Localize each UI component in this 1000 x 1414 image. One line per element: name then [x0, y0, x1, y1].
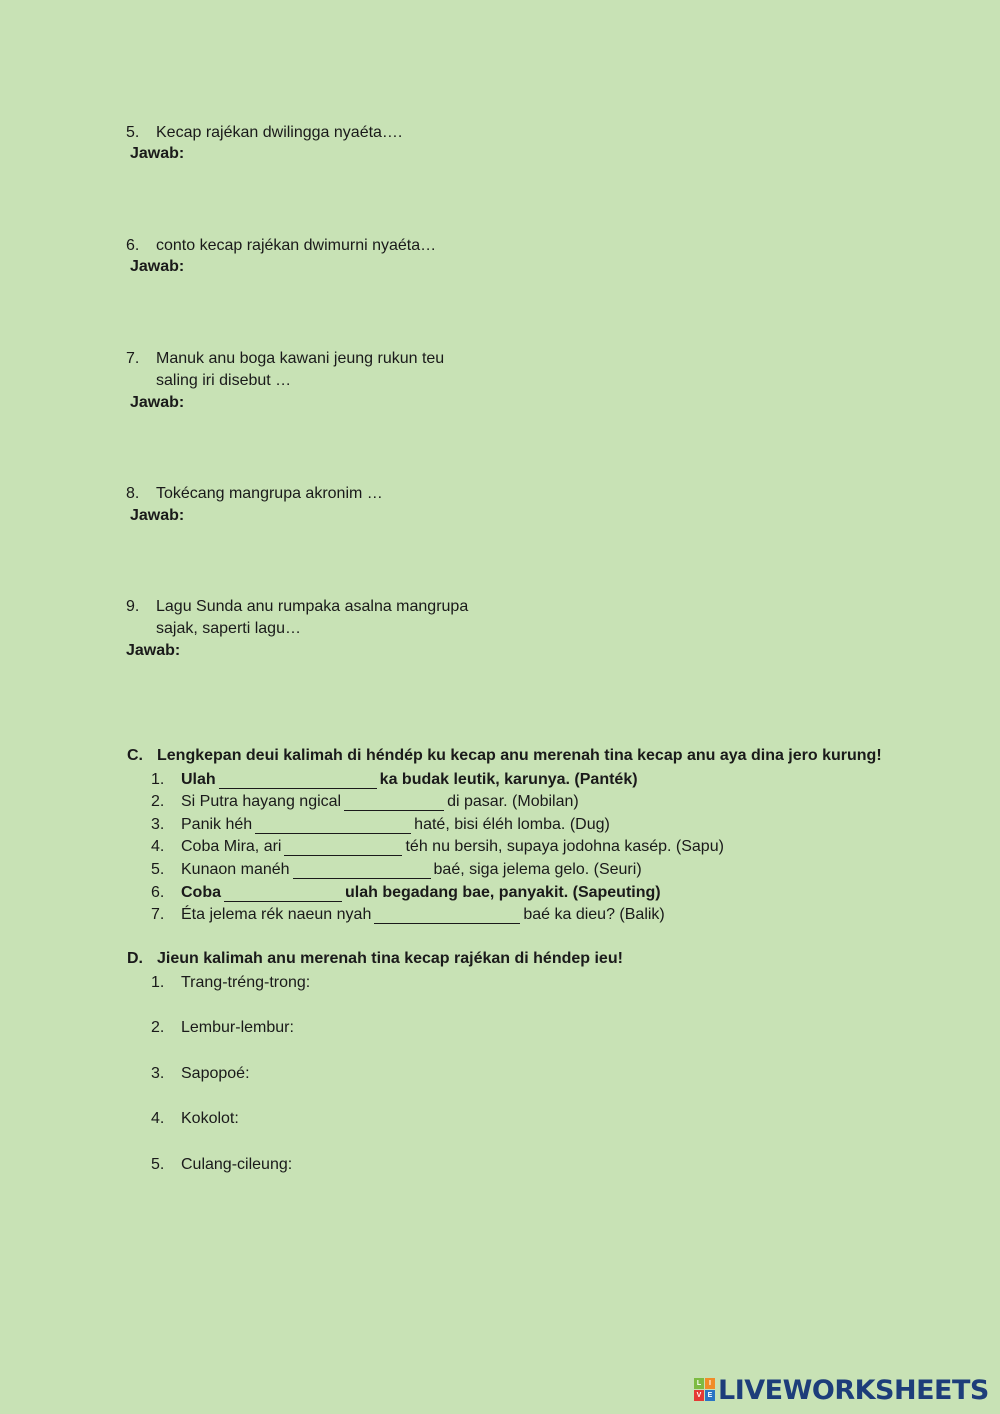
answer-blank-2[interactable]: [344, 794, 444, 811]
logo-letter-i: I: [705, 1378, 715, 1389]
logo-icon: [694, 1378, 716, 1402]
answer-blank-6[interactable]: [224, 885, 342, 902]
sentence-start: Coba: [181, 884, 221, 901]
fill-item: [151, 836, 871, 858]
logo-letter-l: L: [694, 1378, 704, 1389]
item-number: 4.: [151, 1110, 165, 1127]
question-text: Lagu Sunda anu rumpaka asalna mangrupa: [156, 598, 469, 615]
item-number: 3.: [151, 1065, 165, 1082]
sentence-start: Si Putra hayang ngical: [181, 793, 342, 810]
answer-blank-3[interactable]: [255, 817, 411, 834]
word-item: [151, 972, 551, 994]
sentence-end: di pasar. (Mobilan): [447, 793, 579, 810]
question-text: Manuk anu boga kawani jeung rukun teu: [156, 350, 445, 367]
sentence-end: ulah begadang bae, panyakit. (Sapeuting): [345, 884, 661, 901]
question-8: [126, 483, 546, 507]
item-number: 5.: [151, 1156, 165, 1173]
item-number: 6.: [151, 884, 165, 901]
item-number: 1.: [151, 974, 165, 991]
question-6: [126, 235, 546, 259]
question-7: [126, 348, 546, 394]
question-text: saling iri disebut …: [156, 372, 292, 389]
answer-label: Jawab:: [130, 145, 185, 162]
item-number: 3.: [151, 816, 165, 833]
logo-letter-v: V: [694, 1390, 704, 1401]
sentence-end: baé, siga jelema gelo. (Seuri): [433, 861, 642, 878]
fill-item: [151, 859, 871, 881]
answer-label: Jawab:: [130, 507, 185, 524]
word-label: Trang-tréng-trong:: [181, 974, 311, 991]
fill-item: [151, 882, 871, 904]
section-title: Jieun kalimah anu merenah tina kecap rajékan di héndep ieu!: [157, 950, 623, 967]
fill-item: [151, 904, 871, 926]
sentence-end: téh nu bersih, supaya jodohna kasép. (Sapu): [405, 838, 724, 855]
word-item: [151, 1108, 551, 1130]
question-text: conto kecap rajékan dwimurni nyaéta…: [156, 237, 437, 254]
question-text: Kecap rajékan dwilingga nyaéta….: [156, 124, 403, 141]
liveworksheets-logo: [694, 1374, 989, 1406]
sentence-end: ka budak leutik, karunya. (Panték): [379, 771, 638, 788]
sentence-end: baé ka dieu? (Balik): [523, 906, 665, 923]
question-number: 8.: [126, 485, 140, 502]
sentence-end: haté, bisi éléh lomba. (Dug): [414, 816, 610, 833]
word-label: Kokolot:: [181, 1110, 239, 1127]
item-number: 4.: [151, 838, 165, 855]
word-item: [151, 1017, 551, 1039]
item-number: 5.: [151, 861, 165, 878]
word-item: [151, 1154, 551, 1176]
answer-label: Jawab:: [126, 642, 181, 659]
word-item: [151, 1063, 551, 1085]
logo-letter-e: E: [705, 1390, 715, 1401]
sentence-start: Ulah: [181, 771, 216, 788]
answer-label: Jawab:: [130, 258, 185, 275]
section-letter: C.: [127, 747, 143, 764]
fill-item: [151, 791, 871, 813]
fill-item: [151, 814, 871, 836]
question-5: [126, 122, 546, 146]
sentence-start: Éta jelema rék naeun nyah: [181, 906, 372, 923]
item-number: 2.: [151, 793, 165, 810]
question-text: Tokécang mangrupa akronim …: [156, 485, 383, 502]
word-label: Lembur-lembur:: [181, 1019, 294, 1036]
item-number: 1.: [151, 771, 165, 788]
question-number: 9.: [126, 598, 140, 615]
section-letter: D.: [127, 950, 143, 967]
sentence-start: Coba Mira, ari: [181, 838, 282, 855]
section-d-heading: [127, 950, 887, 972]
sentence-start: Panik héh: [181, 816, 253, 833]
section-title: Lengkepan deui kalimah di héndép ku kecap anu merenah tina kecap anu aya dina jero kurung!: [157, 747, 882, 764]
answer-blank-5[interactable]: [293, 862, 431, 879]
question-number: 6.: [126, 237, 140, 254]
word-label: Sapopoé:: [181, 1065, 250, 1082]
word-label: Culang-cileung:: [181, 1156, 293, 1173]
section-c-heading: [127, 747, 887, 769]
answer-blank-4[interactable]: [284, 839, 402, 856]
item-number: 7.: [151, 906, 165, 923]
question-9: [126, 596, 546, 642]
answer-label: Jawab:: [130, 394, 185, 411]
logo-text: LIVEWORKSHEETS: [718, 1374, 989, 1406]
question-number: 5.: [126, 124, 140, 141]
answer-blank-1[interactable]: [219, 772, 377, 789]
question-number: 7.: [126, 350, 140, 367]
answer-blank-7[interactable]: [374, 907, 520, 924]
item-number: 2.: [151, 1019, 165, 1036]
question-text: sajak, saperti lagu…: [156, 620, 301, 637]
fill-item: [151, 769, 871, 791]
sentence-start: Kunaon manéh: [181, 861, 290, 878]
